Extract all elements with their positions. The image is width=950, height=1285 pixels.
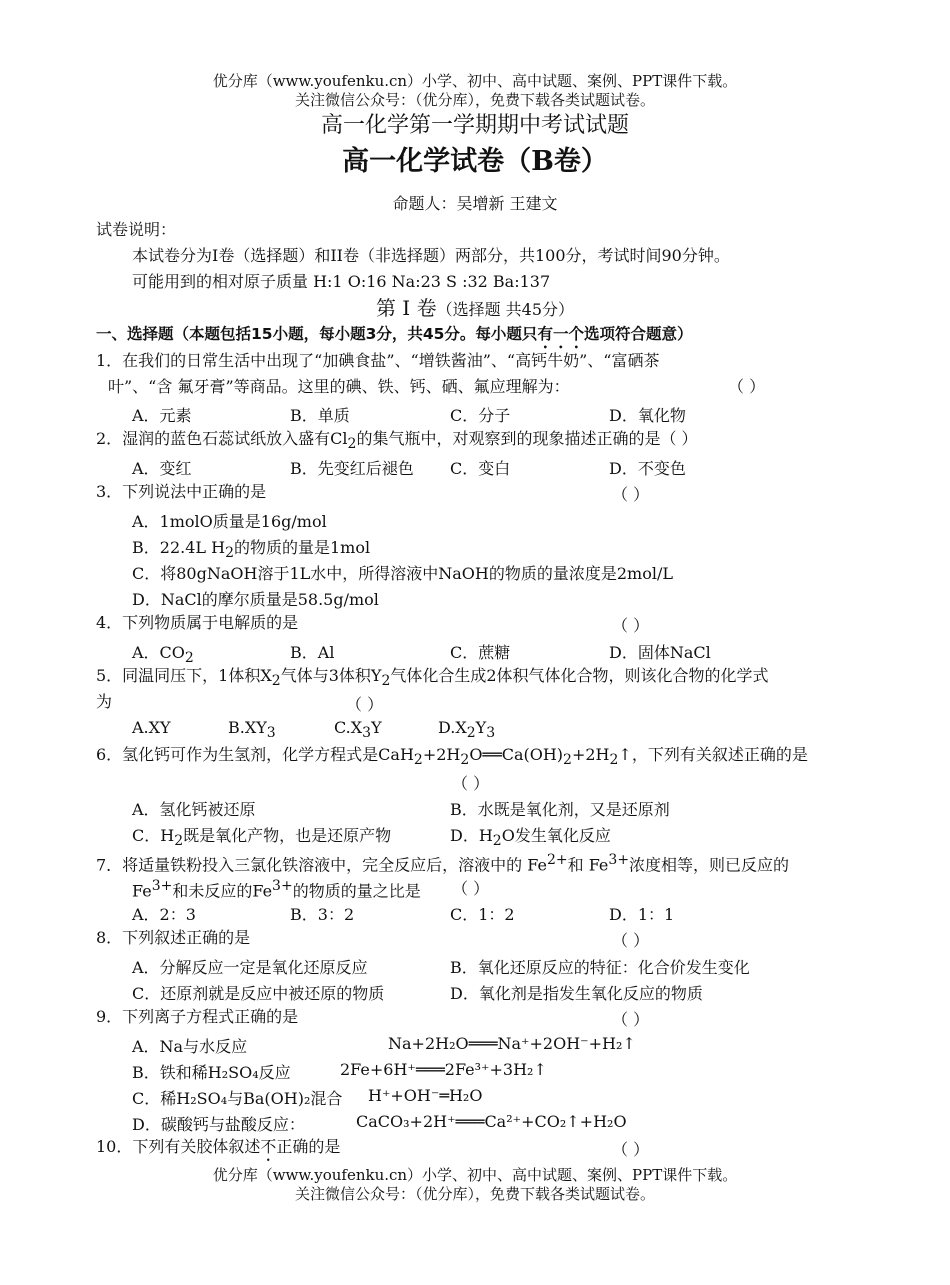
q5-option-d-sub2: 3	[486, 725, 496, 742]
q5-option-a: A.XY	[132, 718, 171, 737]
q7-stem-line1	[96, 850, 858, 875]
q6-answer-paren: （ ）	[452, 774, 490, 793]
q5-option-c-b: Y	[371, 718, 382, 737]
q3-option-b-b: 的物质的量是1mol	[233, 538, 371, 557]
q10-stem-a: 10．下列有关胶体叙述	[96, 1137, 261, 1156]
q9-option-c-equation: H⁺+OH⁻═H₂O	[368, 1086, 483, 1105]
q8-answer-paren: （ ）	[612, 931, 650, 950]
q7-s1: 7．将适量铁粉投入三氯化铁溶液中，完全反应后，溶液中的 Fe	[96, 855, 547, 875]
q1-option-c: C．分子	[450, 406, 511, 425]
q5-option-d-a: D.X	[438, 718, 467, 737]
q6-sub4: 2	[609, 752, 619, 769]
instructions-line2: 可能用到的相对原子质量 H:1 O:16 Na:23 S :32 Ba:137	[132, 272, 551, 291]
q2-stem-sub: 2	[347, 436, 357, 453]
q6-option-c	[132, 823, 391, 849]
q7-s3: 浓度相等，则已反应的	[629, 855, 790, 875]
q1-option-a: A．元素	[132, 406, 192, 425]
q4-option-d: D．固体NaCl	[609, 643, 711, 662]
q2-option-b: B．先变红后褪色	[290, 459, 414, 478]
q6-option-d-sub: 2	[492, 833, 502, 850]
q9-option-b-equation: 2Fe+6H⁺═══2Fe³⁺+3H₂↑	[340, 1060, 547, 1079]
q5-answer-paren: （ ）	[346, 695, 384, 714]
q9-option-d-label: D．碳酸钙与盐酸反应：	[132, 1115, 305, 1134]
site-footer-line2: 关注微信公众号：（优分库），免费下载各类试题试卷。	[294, 1185, 655, 1203]
q3-option-a: A．1molO质量是16g/mol	[132, 512, 327, 531]
q8-option-d: D．氧化剂是指发生氧化反应的物质	[450, 984, 703, 1003]
q6-s3: O══Ca(OH)	[469, 745, 564, 764]
q5-option-d	[438, 718, 495, 741]
q8-option-c: C．还原剂就是反应中被还原的物质	[132, 984, 385, 1003]
q7-option-a: A．2：3	[132, 905, 196, 924]
q4-option-a-a: A．CO	[132, 643, 185, 662]
q2-stem	[96, 429, 858, 454]
q9-option-a-equation: Na+2H₂O═══Na⁺+2OH⁻+H₂↑	[388, 1034, 636, 1053]
q7-stem-line2	[132, 876, 858, 901]
instructions-line1: 本试卷分为I卷（选择题）和II卷（非选择题）两部分，共100分，考试时间90分钟。	[132, 246, 730, 265]
q2-stem-a: 2．湿润的蓝色石蕊试纸放入盛有Cl	[96, 429, 348, 448]
q7-option-d: D．1：1	[609, 905, 675, 924]
q5-stem-line1	[96, 666, 858, 691]
q3-answer-paren: （ ）	[612, 485, 650, 504]
q6-s5: ↑，下列有关叙述正确的是	[618, 745, 808, 764]
q1-option-d: D．氧化物	[609, 406, 686, 425]
q6-sub2: 2	[460, 752, 470, 769]
q9-stem: 9．下列离子方程式正确的是	[96, 1007, 299, 1026]
q6-s1: 6．氢化钙可作为生氢剂，化学方程式是CaH	[96, 745, 414, 764]
q7-l2c: 的物质的量之比是	[292, 881, 421, 901]
site-header-line2: 关注微信公众号：（优分库），免费下载各类试题试卷。	[294, 91, 655, 109]
q3-stem: 3．下列说法中正确的是	[96, 482, 267, 501]
q1-option-b: B．单质	[290, 406, 350, 425]
q6-option-c-a: C．H	[132, 826, 175, 845]
q9-option-d-equation: CaCO₃+2H⁺═══Ca²⁺+CO₂↑+H₂O	[356, 1112, 627, 1131]
q5-s3: 气体化合生成2体积气体化合物，则该化合物的化学式	[390, 666, 769, 685]
q7-option-c: C．1：2	[450, 905, 515, 924]
exam-title: 高一化学第一学期期中考试试题	[320, 113, 629, 138]
q5-s1: 5．同温同压下，1体积X	[96, 666, 272, 685]
q7-l2b: 和未反应的Fe	[172, 881, 273, 901]
part1-title-big: 第 I 卷	[375, 296, 437, 320]
q7-l2sup2: 3+	[272, 878, 293, 894]
q9-answer-paren: （ ）	[612, 1010, 650, 1029]
q3-option-c: C．将80gNaOH溶于1L水中，所得溶液中NaOH的物质的量浓度是2mol/L	[132, 564, 673, 583]
q8-stem: 8．下列叙述正确的是	[96, 928, 251, 947]
q5-option-b	[228, 718, 276, 741]
q2-option-c: C．变白	[450, 459, 511, 478]
q5-option-b-a: B.XY	[228, 718, 267, 737]
q6-option-c-b: 既是氧化产物，也是还原产物	[183, 826, 392, 845]
q7-option-b: B．3：2	[290, 905, 355, 924]
q4-answer-paren: （ ）	[612, 616, 650, 635]
section1-text-dotted: 有一个	[537, 325, 584, 343]
q8-option-b: B．氧化还原反应的特征：化合价发生变化	[450, 958, 750, 977]
q7-l2sup1: 3+	[151, 878, 173, 894]
section1-text-a: 一、选择题（本题包括15小题，每小题3分，共45分。每小题只	[96, 325, 538, 343]
q6-sub1: 2	[413, 752, 423, 769]
q7-l2a: Fe	[132, 881, 152, 901]
q5-option-c	[334, 718, 382, 741]
q9-option-a-label: A．Na与水反应	[132, 1037, 248, 1056]
q6-s4: +2H	[571, 745, 610, 764]
q10-answer-paren: （ ）	[612, 1140, 650, 1159]
q6-option-d-a: D．H	[450, 826, 493, 845]
q5-sub1: 2	[271, 673, 281, 690]
q9-option-c-label: C．稀H₂SO₄与Ba(OH)₂混合	[132, 1089, 343, 1108]
section1-text-b: 选项符合题意）	[583, 325, 693, 343]
q5-option-d-b: Y	[475, 718, 487, 737]
q7-sup1: 2+	[546, 852, 568, 868]
instructions-label: 试卷说明：	[96, 220, 177, 239]
q6-s2: +2H	[422, 745, 461, 764]
q6-option-d-b: O发生氧化反应	[501, 826, 611, 845]
q1-stem-line2: 叶”、“含 氟牙膏”等商品。这里的碘、铁、钙、硒、氟应理解为：	[108, 377, 570, 396]
site-footer-line1: 优分库（www.youfenku.cn）小学、初中、高中试题、案例、PPT课件下载。	[212, 1166, 738, 1184]
q10-stem-dotted: 不	[260, 1137, 277, 1156]
exam-authors: 命题人：吴增新 王建文	[392, 194, 558, 213]
q7-s2: 和 Fe	[567, 855, 609, 875]
q10-stem-b: 正确的是	[276, 1137, 341, 1156]
q6-sub3: 2	[563, 752, 572, 769]
q3-option-b	[132, 535, 370, 561]
exam-subtitle: 高一化学试卷（B卷）	[342, 146, 608, 177]
q6-option-c-sub: 2	[174, 833, 184, 850]
q5-option-c-sub: 3	[362, 725, 372, 742]
q5-option-b-sub: 3	[266, 725, 276, 742]
q4-stem: 4．下列物质属于电解质的是	[96, 613, 299, 632]
q10-stem	[96, 1137, 858, 1165]
q7-sup2: 3+	[608, 852, 630, 868]
q6-option-a: A．氢化钙被还原	[132, 800, 256, 819]
q6-option-d	[450, 823, 611, 849]
part1-title-small: （选择题 共45分）	[436, 300, 575, 319]
q4-option-b: B．Al	[290, 643, 335, 662]
q6-stem	[96, 745, 858, 770]
q9-option-b-label: B．铁和稀H₂SO₄反应	[132, 1063, 291, 1082]
q3-option-d: D．NaCl的摩尔质量是58.5g/mol	[132, 590, 379, 609]
q2-stem-b: 的集气瓶中，对观察到的现象描述正确的是（ ）	[356, 429, 698, 448]
q8-option-a: A．分解反应一定是氧化还原反应	[132, 958, 368, 977]
q6-option-b: B．水既是氧化剂，又是还原剂	[450, 800, 670, 819]
part1-title	[0, 298, 950, 320]
site-header-line1: 优分库（www.youfenku.cn）小学、初中、高中试题、案例、PPT课件下载。	[212, 72, 738, 90]
q4-option-a	[132, 640, 194, 666]
q5-stem-line2: 为	[96, 692, 113, 711]
q5-sub2: 2	[381, 673, 391, 690]
q4-option-c: C．蔗糖	[450, 643, 511, 662]
section1-heading	[96, 324, 858, 352]
q2-option-a: A．变红	[132, 459, 192, 478]
q3-option-b-a: B．22.4L H	[132, 538, 226, 557]
q4-option-a-sub: 2	[184, 650, 194, 667]
q7-answer-paren: （ ）	[452, 879, 490, 898]
q5-option-c-a: C.X	[334, 718, 363, 737]
q1-stem-line1: 1．在我们的日常生活中出现了“加碘食盐”、“增铁酱油”、“高钙牛奶”、“富硒茶	[96, 351, 660, 370]
q1-answer-paren: （ ）	[728, 377, 766, 396]
q3-option-b-sub: 2	[225, 545, 234, 562]
q5-s2: 气体与3体积Y	[280, 666, 382, 685]
q5-option-d-sub1: 2	[466, 725, 476, 742]
q2-option-d: D．不变色	[609, 459, 686, 478]
